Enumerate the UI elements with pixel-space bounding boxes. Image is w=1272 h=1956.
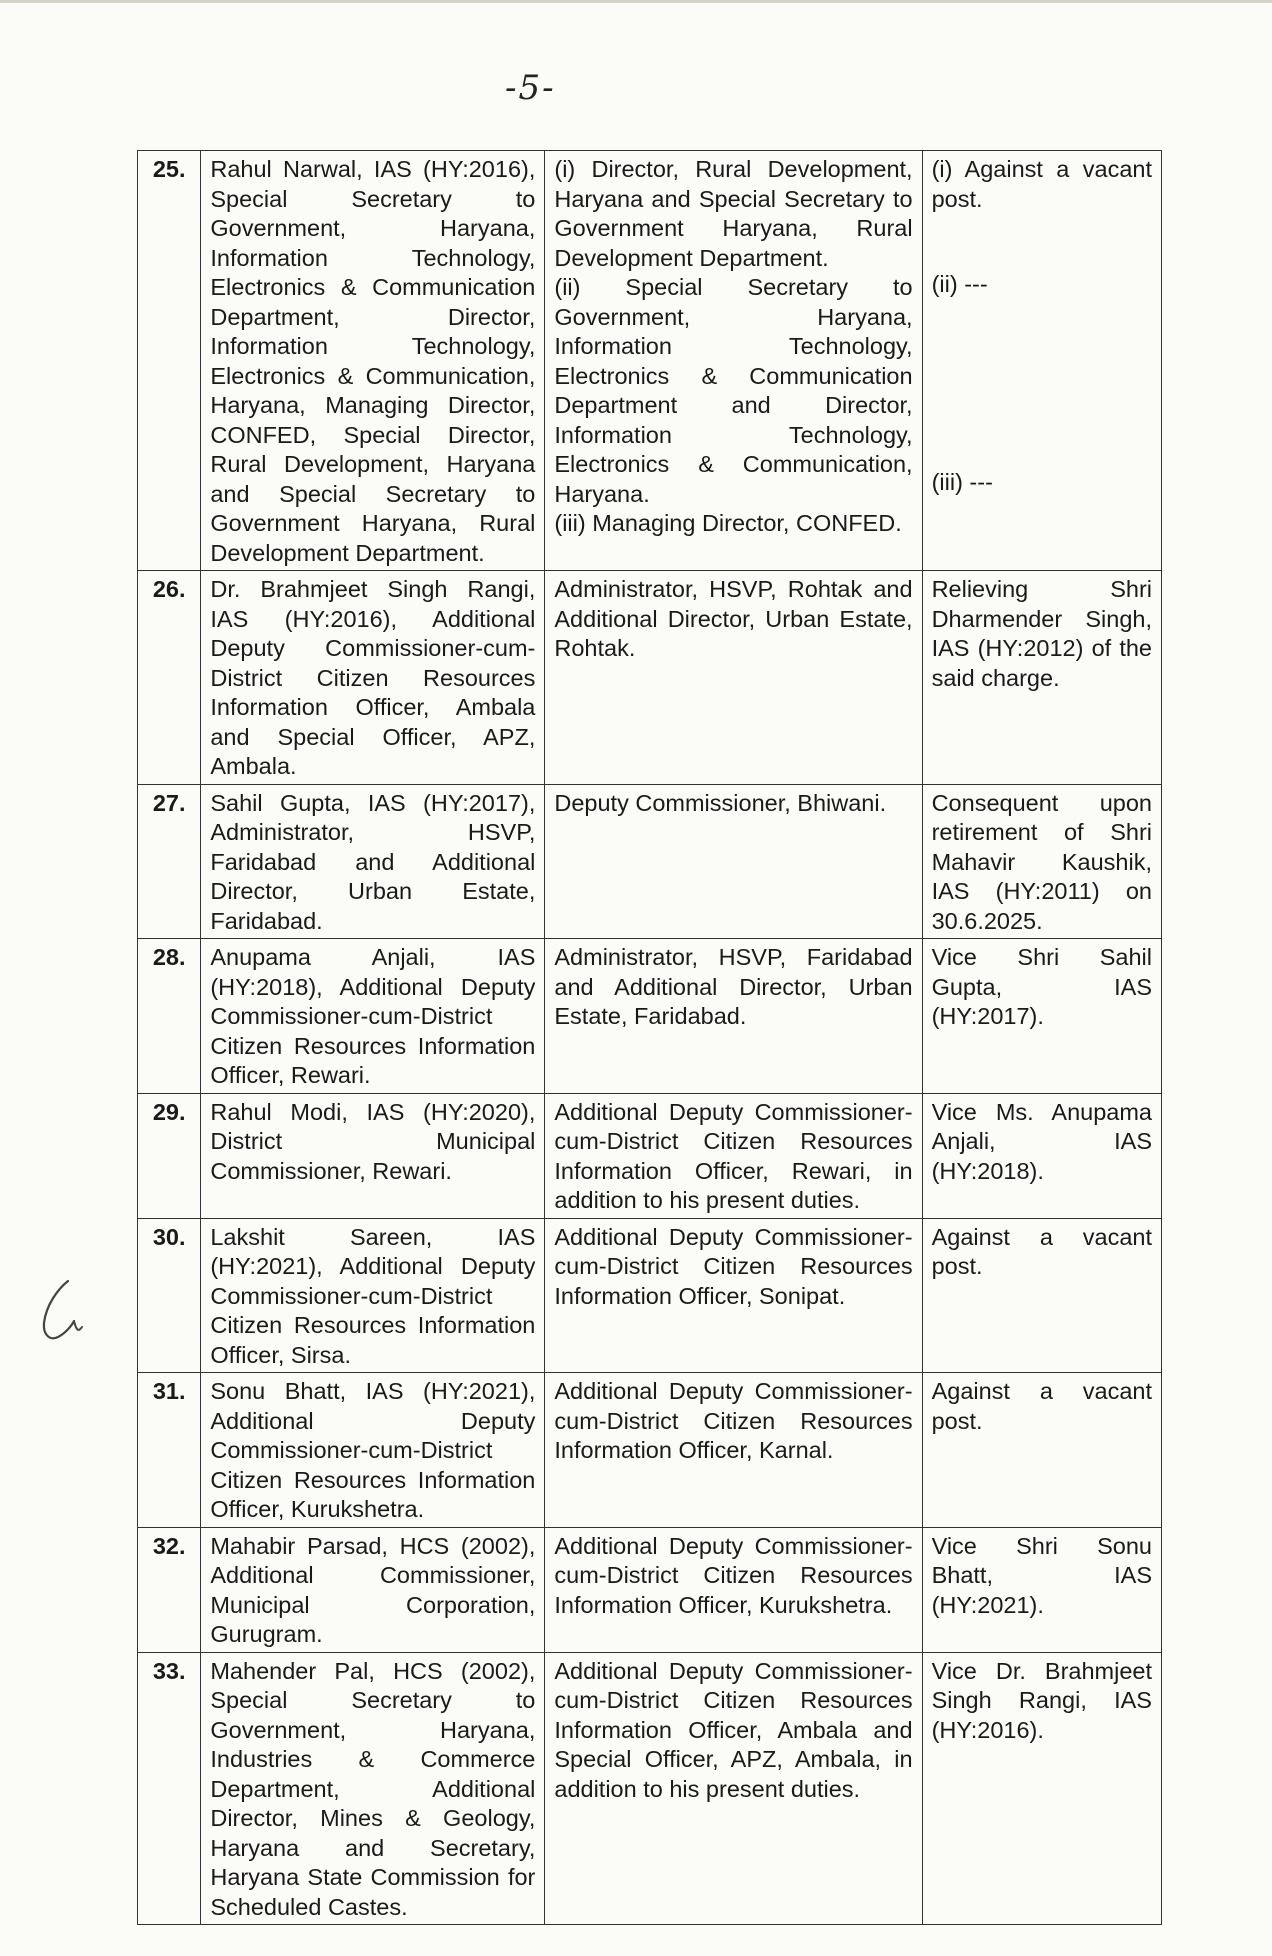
remarks-item: (iii) --- (931, 468, 993, 495)
serial-number: 33. (138, 1652, 201, 1925)
officer-details: Rahul Narwal, IAS (HY:2016), Special Secretary to Government, Haryana, Information Technology, Electronics & Communication Department, Director, Information Technology, Electronics & Communication, Haryana, Managing Director, CONFED, Special Director, Rural Development, Haryana and Special Secretary to Government Haryana, Rural Development Department. (201, 151, 545, 571)
serial-number: 26. (138, 571, 201, 785)
posted-as: Additional Deputy Commissioner-cum-District Citizen Resources Information Officer, Rewari, in addition to his present duties. (545, 1093, 922, 1218)
posting-item: (i) Director, Rural Development, Haryana and Special Secretary to Government Haryana, Rural Development Department. (554, 156, 913, 271)
posted-as: Additional Deputy Commissioner-cum-District Citizen Resources Information Officer, Karnal. (545, 1373, 922, 1528)
serial-number: 32. (138, 1527, 201, 1652)
remarks-item: (ii) --- (931, 271, 988, 297)
remarks: Vice Shri Sahil Gupta, IAS (HY:2017). (922, 939, 1161, 1094)
posting-orders-table (137, 150, 1162, 1925)
table-row (138, 784, 1162, 939)
table-row (138, 1652, 1162, 1925)
officer-details: Lakshit Sareen, IAS (HY:2021), Additional Deputy Commissioner-cum-District Citizen Resources Information Officer, Sirsa. (201, 1218, 545, 1373)
serial-number: 28. (138, 939, 201, 1094)
remarks-item: (i) Against a vacant post. (931, 156, 1152, 212)
table-row (138, 1218, 1162, 1373)
remarks: Relieving Shri Dharmender Singh, IAS (HY:2012) of the said charge. (922, 571, 1161, 785)
officer-details: Mahender Pal, HCS (2002), Special Secretary to Government, Haryana, Industries & Commerce Department, Additional Director, Mines & Geology, Haryana and Secretary, Haryana State Commission for Scheduled Castes. (201, 1652, 545, 1925)
table-row (138, 939, 1162, 1094)
serial-number: 30. (138, 1218, 201, 1373)
serial-number: 29. (138, 1093, 201, 1218)
posted-as (545, 151, 922, 571)
posted-as: Additional Deputy Commissioner-cum-District Citizen Resources Information Officer, Sonipat. (545, 1218, 922, 1373)
officer-details: Dr. Brahmjeet Singh Rangi, IAS (HY:2016), Additional Deputy Commissioner-cum-District Citizen Resources Information Officer, Ambala and Special Officer, APZ, Ambala. (201, 571, 545, 785)
posted-as: Administrator, HSVP, Rohtak and Additional Director, Urban Estate, Rohtak. (545, 571, 922, 785)
serial-number: 27. (138, 784, 201, 939)
posted-as: Additional Deputy Commissioner-cum-District Citizen Resources Information Officer, Kurukshetra. (545, 1527, 922, 1652)
remarks: Against a vacant post. (922, 1218, 1161, 1373)
officer-details: Mahabir Parsad, HCS (2002), Additional Commissioner, Municipal Corporation, Gurugram. (201, 1527, 545, 1652)
posting-item: (ii) Special Secretary to Government, Haryana, Information Technology, Electronics & Communication Department and Director, Information Technology, Electronics & Communication, Haryana. (554, 274, 913, 507)
table-row (138, 1527, 1162, 1652)
handwritten-initial-mark (38, 1275, 108, 1355)
officer-details: Sonu Bhatt, IAS (HY:2021), Additional Deputy Commissioner-cum-District Citizen Resources Information Officer, Kurukshetra. (201, 1373, 545, 1528)
posted-as: Deputy Commissioner, Bhiwani. (545, 784, 922, 939)
posted-as: Additional Deputy Commissioner-cum-District Citizen Resources Information Officer, Ambala and Special Officer, APZ, Ambala, in addition to his present duties. (545, 1652, 922, 1925)
table-row (138, 1373, 1162, 1528)
remarks: Vice Ms. Anupama Anjali, IAS (HY:2018). (922, 1093, 1161, 1218)
remarks: Vice Shri Sonu Bhatt, IAS (HY:2021). (922, 1527, 1161, 1652)
table-row (138, 1093, 1162, 1218)
posting-item: (iii) Managing Director, CONFED. (554, 510, 902, 536)
serial-number: 31. (138, 1373, 201, 1528)
page-number: -5- (505, 68, 556, 108)
posted-as: Administrator, HSVP, Faridabad and Additional Director, Urban Estate, Faridabad. (545, 939, 922, 1094)
table-row (138, 571, 1162, 785)
remarks: Consequent upon retirement of Shri Mahavir Kaushik, IAS (HY:2011) on 30.6.2025. (922, 784, 1161, 939)
remarks: Against a vacant post. (922, 1373, 1161, 1528)
remarks (922, 151, 1161, 571)
serial-number: 25. (138, 151, 201, 571)
officer-details: Rahul Modi, IAS (HY:2020), District Municipal Commissioner, Rewari. (201, 1093, 545, 1218)
remarks: Vice Dr. Brahmjeet Singh Rangi, IAS (HY:2016). (922, 1652, 1161, 1925)
officer-details: Sahil Gupta, IAS (HY:2017), Administrator, HSVP, Faridabad and Additional Director, Urban Estate, Faridabad. (201, 784, 545, 939)
page-top-edge (0, 0, 1272, 3)
officer-details: Anupama Anjali, IAS (HY:2018), Additional Deputy Commissioner-cum-District Citizen Resources Information Officer, Rewari. (201, 939, 545, 1094)
table-row (138, 151, 1162, 571)
